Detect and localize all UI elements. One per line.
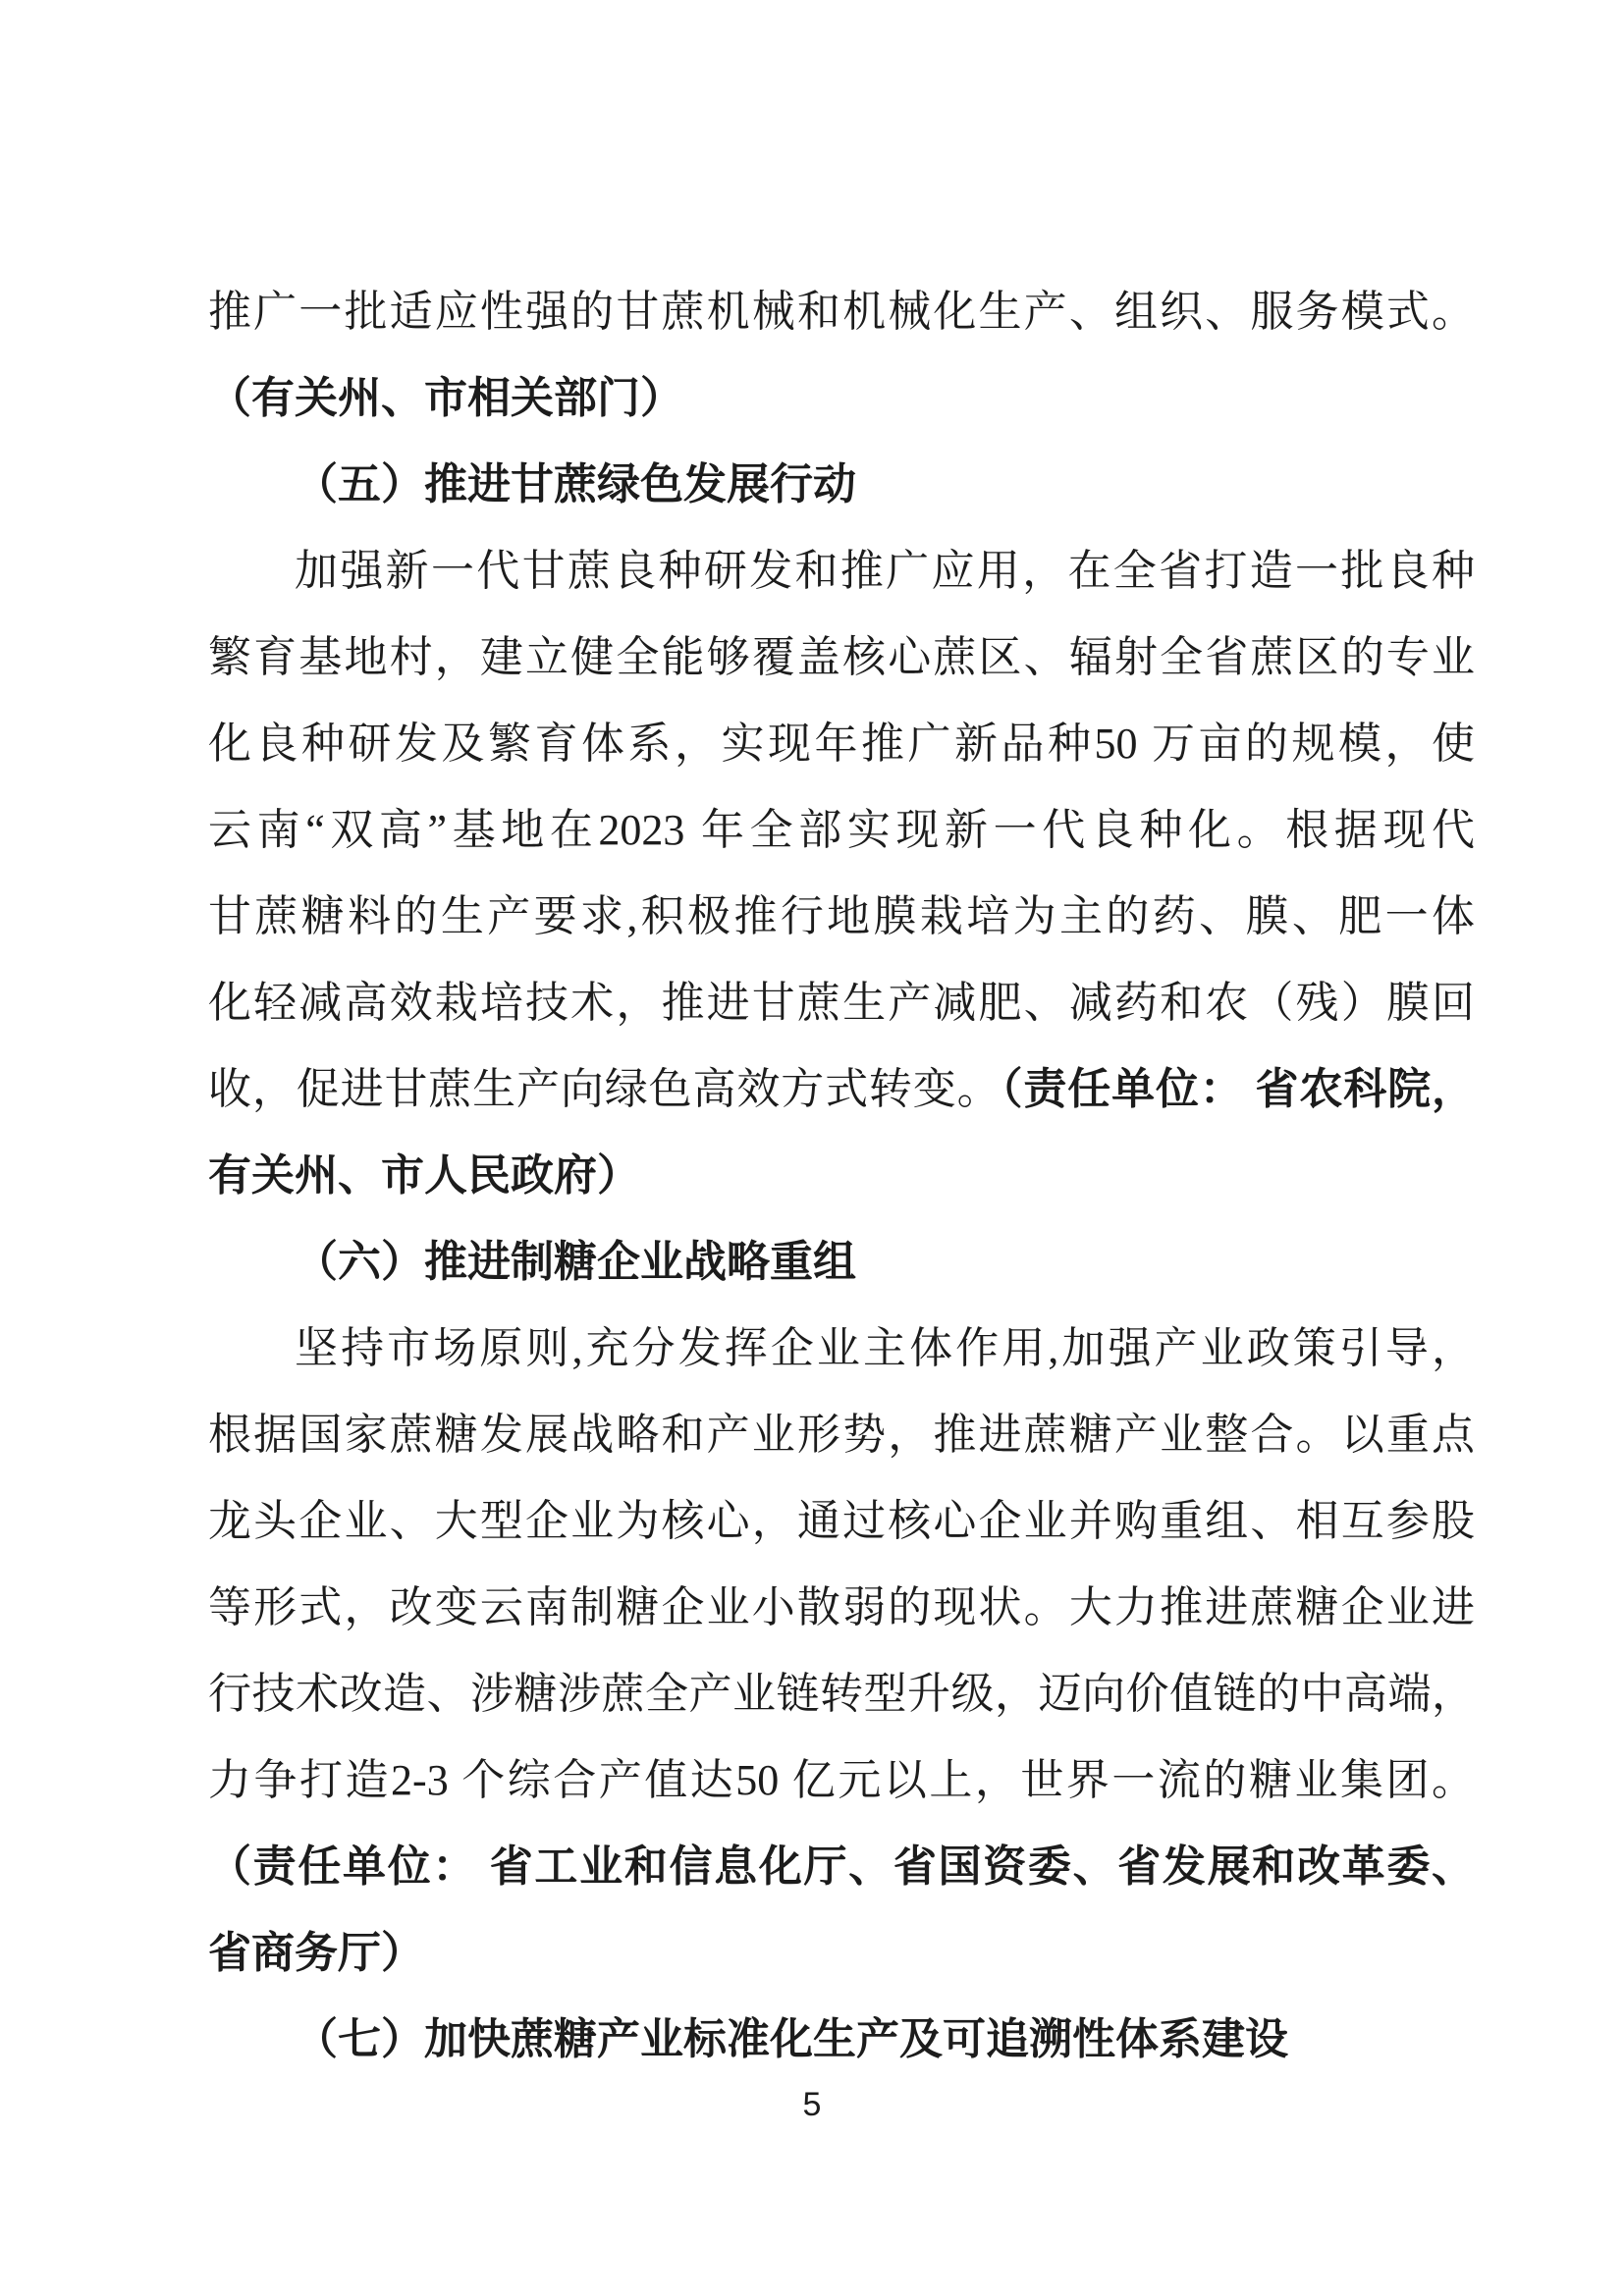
body-line <box>208 960 1475 1046</box>
body-text: 加强新一代甘蔗良种研发和推广应用，在全省打造一批良种 <box>295 547 1475 595</box>
section-heading-text: （五）推进甘蔗绿色发展行动 <box>295 460 856 508</box>
section-heading-text: （六）推进制糖企业战略重组 <box>295 1238 856 1286</box>
body-text: 推广一批适应性强的甘蔗机械和机械化生产、组织、服务模式。 <box>208 288 1475 336</box>
responsibility-line <box>208 355 1475 442</box>
responsibility-text: 有关州、市人民政府） <box>208 1151 640 1200</box>
body-line <box>208 701 1475 787</box>
body-text: 力争打造2-3 个综合产值达50 亿元以上，世界一流的糖业集团。 <box>208 1756 1475 1804</box>
responsibility-line <box>208 1910 1475 1997</box>
body-line <box>208 1737 1475 1824</box>
responsibility-text: （责任单位： 省农科院， <box>1001 1065 1475 1113</box>
responsibility-text: 省商务厅） <box>208 1929 424 1977</box>
body-text: 根据国家蔗糖发展战略和产业形势，推进蔗糖产业整合。以重点 <box>208 1411 1475 1459</box>
body-line <box>208 614 1475 701</box>
responsibility-line <box>208 1133 1475 1219</box>
page-number: 5 <box>802 2086 822 2123</box>
body-line <box>208 1565 1475 1651</box>
body-line-with-responsibility <box>208 1046 1475 1133</box>
body-line <box>208 787 1475 874</box>
body-line <box>208 1478 1475 1565</box>
body-text: 化轻减高效栽培技术，推进甘蔗生产减肥、减药和农（残）膜回 <box>208 979 1475 1027</box>
responsibility-line <box>208 1824 1475 1910</box>
body-text: 收，促进甘蔗生产向绿色高效方式转变。 <box>208 1065 1001 1113</box>
body-line <box>208 1651 1475 1737</box>
body-line <box>208 1392 1475 1478</box>
body-line <box>208 874 1475 960</box>
body-text: 龙头企业、大型企业为核心，通过核心企业并购重组、相互参股 <box>208 1497 1475 1545</box>
body-line <box>208 1306 1475 1392</box>
section-heading-6 <box>208 1219 1475 1306</box>
body-text: 坚持市场原则,充分发挥企业主体作用,加强产业政策引导， <box>295 1324 1475 1372</box>
responsibility-text: （责任单位： 省工业和信息化厅、省国资委、省发展和改革委、 <box>208 1842 1475 1891</box>
body-text: 甘蔗糖料的生产要求,积极推行地膜栽培为主的药、膜、肥一体 <box>208 892 1475 940</box>
section-heading-7 <box>208 1997 1475 2083</box>
responsibility-text: （有关州、市相关部门） <box>208 374 683 422</box>
body-text: 行技术改造、涉糖涉蔗全产业链转型升级，迈向价值链的中高端， <box>208 1670 1475 1718</box>
body-line <box>208 269 1475 355</box>
body-text: 等形式，改变云南制糖企业小散弱的现状。大力推进蔗糖企业进 <box>208 1583 1475 1631</box>
section-heading-5 <box>208 442 1475 528</box>
body-line <box>208 528 1475 614</box>
text-block <box>208 269 1475 2083</box>
body-text: 繁育基地村，建立健全能够覆盖核心蔗区、辐射全省蔗区的专业 <box>208 633 1475 681</box>
body-text: 化良种研发及繁育体系，实现年推广新品种50 万亩的规模，使 <box>208 720 1475 768</box>
body-text: 云南“双高”基地在2023 年全部实现新一代良种化。根据现代 <box>208 806 1475 854</box>
section-heading-text: （七）加快蔗糖产业标准化生产及可追溯性体系建设 <box>295 2015 1288 2063</box>
